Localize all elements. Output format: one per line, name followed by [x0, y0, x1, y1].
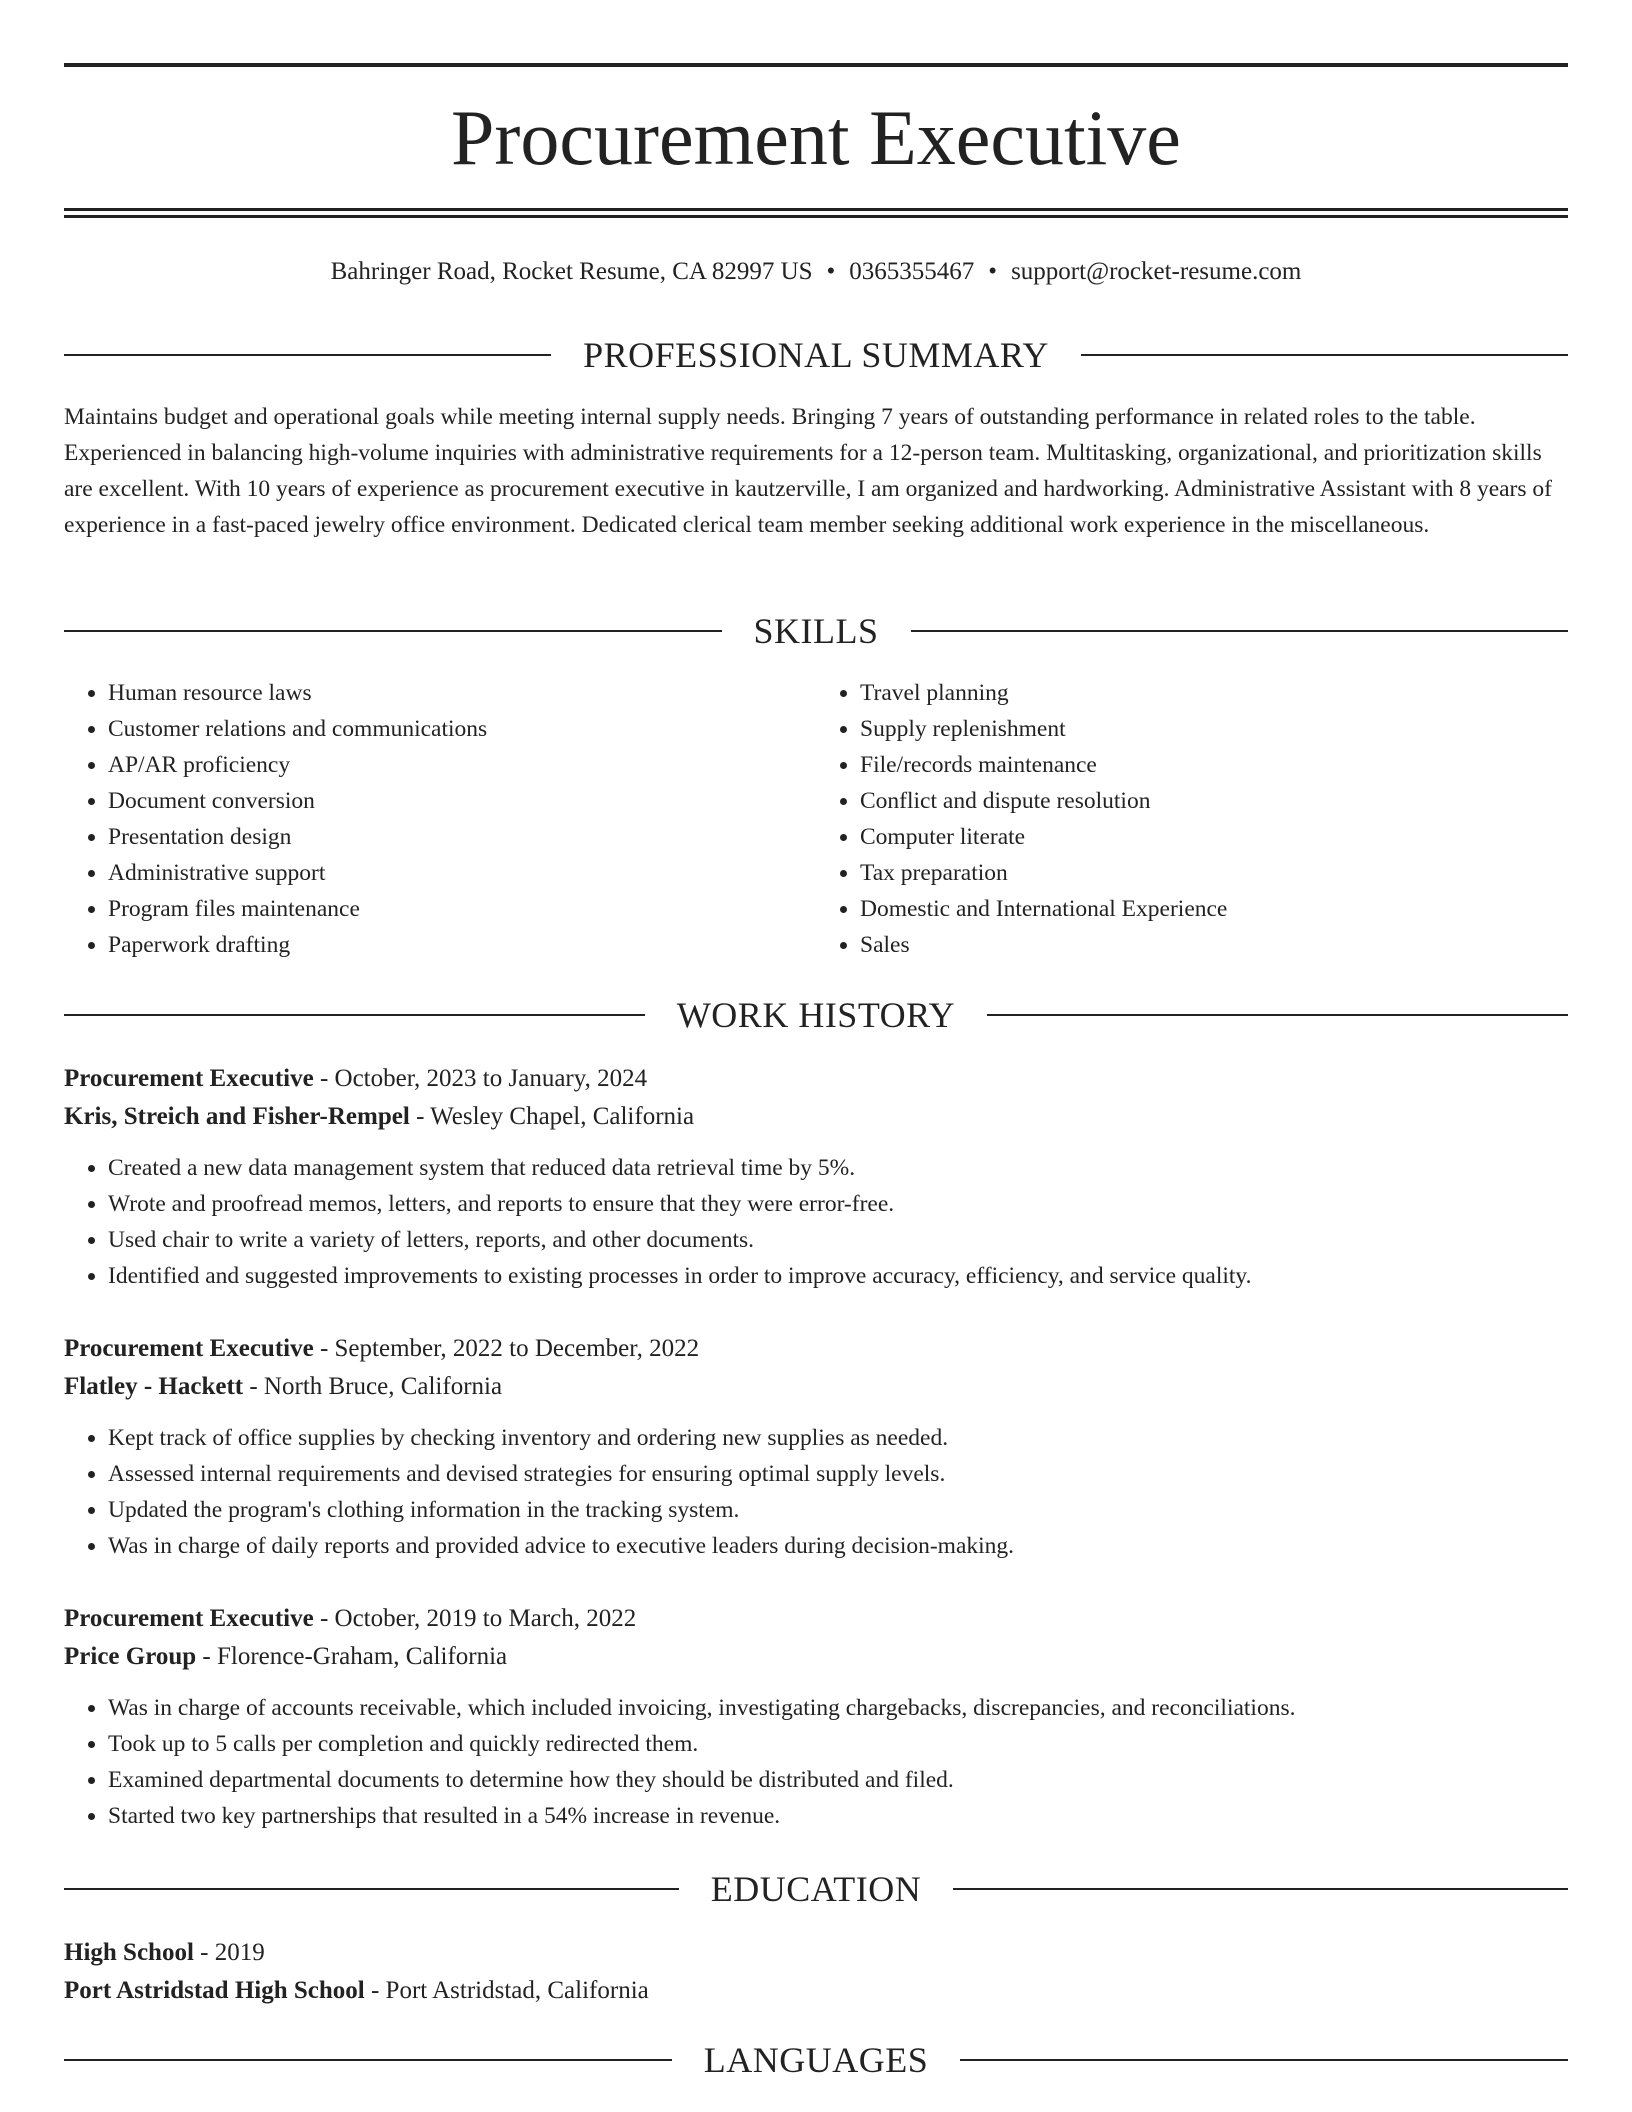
job-bullet: • Examined departmental documents to determine how they should be distributed and filed.	[108, 1762, 1568, 1798]
job-title: Procurement Executive	[64, 1605, 314, 1632]
job-company: Kris, Streich and Fisher-Rempel	[64, 1103, 410, 1130]
skills-column-left	[64, 675, 816, 963]
job-bullet: • Started two key partnerships that resulted in a 54% increase in revenue.	[108, 1798, 1568, 1834]
skill-item: • Program files maintenance	[108, 891, 816, 927]
skill-item: • Tax preparation	[860, 855, 1568, 891]
section-heading-languages	[64, 2038, 1568, 2082]
heading-rule	[64, 2059, 672, 2061]
job-bullet: • Took up to 5 calls per completion and quickly redirected them.	[108, 1726, 1568, 1762]
job-bullet: • Identified and suggested improvements to existing processes in order to improve accuracy, efficiency, and service quality.	[108, 1258, 1568, 1294]
resume-name: Procurement Executive	[451, 94, 1181, 181]
job-company-line	[64, 1368, 1568, 1406]
job-company: Price Group	[64, 1643, 197, 1670]
heading-rule	[64, 1014, 645, 1016]
skill-item: • Travel planning	[860, 675, 1568, 711]
heading-rule	[953, 1888, 1568, 1890]
job-dates: - October, 2019 to March, 2022	[313, 1605, 637, 1632]
summary-text: Maintains budget and operational goals while meeting internal supply needs. Bringing 7 years of outstanding performance in related roles to the table. Experienced in balancing high-volume inquiries with administrative requirements for a 12-person team. Multitasking, organizational, and prioritization skills are excellent. With 10 years of experience as procurement executive in kautzerville, I am organized and hardworking. Administrative Assistant with 8 years of experience in a fast-paced jewelry office environment. Dedicated clerical team member seeking additional work experience in the miscellaneous.	[64, 404, 1552, 538]
job-company: Flatley - Hackett	[64, 1373, 244, 1400]
skill-item: • Administrative support	[108, 855, 816, 891]
job-bullet: • Was in charge of daily reports and provided advice to executive leaders during decision-making.	[108, 1528, 1568, 1564]
education-year: - 2019	[193, 1939, 265, 1966]
contact-separator: •	[826, 258, 836, 285]
section-heading-skills	[64, 609, 1568, 653]
contact-separator: •	[988, 258, 998, 285]
skills-list	[64, 675, 1568, 963]
skill-item: • Computer literate	[860, 819, 1568, 855]
contact-email: support@rocket-resume.com	[1011, 258, 1302, 285]
skill-item: • Presentation design	[108, 819, 816, 855]
skill-item: • Supply replenishment	[860, 711, 1568, 747]
job-title: Procurement Executive	[64, 1065, 314, 1092]
heading-rule	[987, 1014, 1568, 1016]
job-title: Procurement Executive	[64, 1335, 314, 1362]
education-degree-line	[64, 1934, 1568, 1972]
job-bullets	[64, 1420, 1568, 1564]
section-title: WORK HISTORY	[676, 995, 956, 1035]
job-bullet: • Created a new data management system that reduced data retrieval time by 5%.	[108, 1150, 1568, 1186]
skill-item: • Document conversion	[108, 783, 816, 819]
skill-item: • Customer relations and communications	[108, 711, 816, 747]
job-entry	[64, 1330, 1568, 1564]
double-rule	[64, 208, 1568, 218]
skill-item: • Paperwork drafting	[108, 927, 816, 963]
education-school-line	[64, 1972, 1568, 2010]
job-location: - Wesley Chapel, California	[409, 1103, 695, 1130]
job-bullet: • Updated the program's clothing information in the tracking system.	[108, 1492, 1568, 1528]
section-title: PROFESSIONAL SUMMARY	[583, 335, 1049, 375]
job-entry	[64, 1060, 1568, 1294]
skill-item: • Conflict and dispute resolution	[860, 783, 1568, 819]
heading-rule	[1081, 354, 1568, 356]
skill-item: • File/records maintenance	[860, 747, 1568, 783]
job-bullet: • Kept track of office supplies by checking inventory and ordering new supplies as needed.	[108, 1420, 1568, 1456]
skill-item: • Domestic and International Experience	[860, 891, 1568, 927]
section-title: LANGUAGES	[703, 2040, 929, 2080]
skill-item: • Human resource laws	[108, 675, 816, 711]
contact-phone: 0365355467	[849, 258, 975, 285]
education-entry	[64, 1934, 1568, 2010]
contact-line	[64, 254, 1568, 290]
job-entry	[64, 1600, 1568, 1834]
education-school: Port Astridstad High School	[64, 1977, 365, 2004]
job-bullet: • Was in charge of accounts receivable, which included invoicing, investigating chargebacks, discrepancies, and reconciliations.	[108, 1690, 1568, 1726]
job-company-line	[64, 1638, 1568, 1676]
job-bullet: • Used chair to write a variety of letters, reports, and other documents.	[108, 1222, 1568, 1258]
job-title-line	[64, 1330, 1568, 1368]
skills-column-right	[816, 675, 1568, 963]
skill-item: • AP/AR proficiency	[108, 747, 816, 783]
job-dates: - September, 2022 to December, 2022	[313, 1335, 700, 1362]
job-bullets	[64, 1150, 1568, 1294]
job-bullet: • Wrote and proofread memos, letters, and reports to ensure that they were error-free.	[108, 1186, 1568, 1222]
job-location: - North Bruce, California	[243, 1373, 503, 1400]
job-location: - Florence-Graham, California	[196, 1643, 508, 1670]
heading-rule	[64, 630, 722, 632]
section-heading-work	[64, 993, 1568, 1037]
education-location: - Port Astridstad, California	[364, 1977, 649, 2004]
job-bullet: • Assessed internal requirements and devised strategies for ensuring optimal supply levels.	[108, 1456, 1568, 1492]
education-degree: High School	[64, 1939, 194, 1966]
section-title: SKILLS	[753, 611, 879, 651]
heading-rule	[960, 2059, 1568, 2061]
job-title-line	[64, 1600, 1568, 1638]
job-company-line	[64, 1098, 1568, 1136]
contact-address: Bahringer Road, Rocket Resume, CA 82997 US	[330, 258, 813, 285]
skill-item: • Sales	[860, 927, 1568, 963]
job-dates: - October, 2023 to January, 2024	[313, 1065, 648, 1092]
section-title: EDUCATION	[710, 1869, 922, 1909]
section-heading-summary	[64, 333, 1568, 377]
section-heading-education	[64, 1867, 1568, 1911]
job-bullets	[64, 1690, 1568, 1834]
heading-rule	[64, 354, 551, 356]
top-rule	[64, 63, 1568, 67]
heading-rule	[64, 1888, 679, 1890]
job-title-line	[64, 1060, 1568, 1098]
heading-rule	[911, 630, 1569, 632]
